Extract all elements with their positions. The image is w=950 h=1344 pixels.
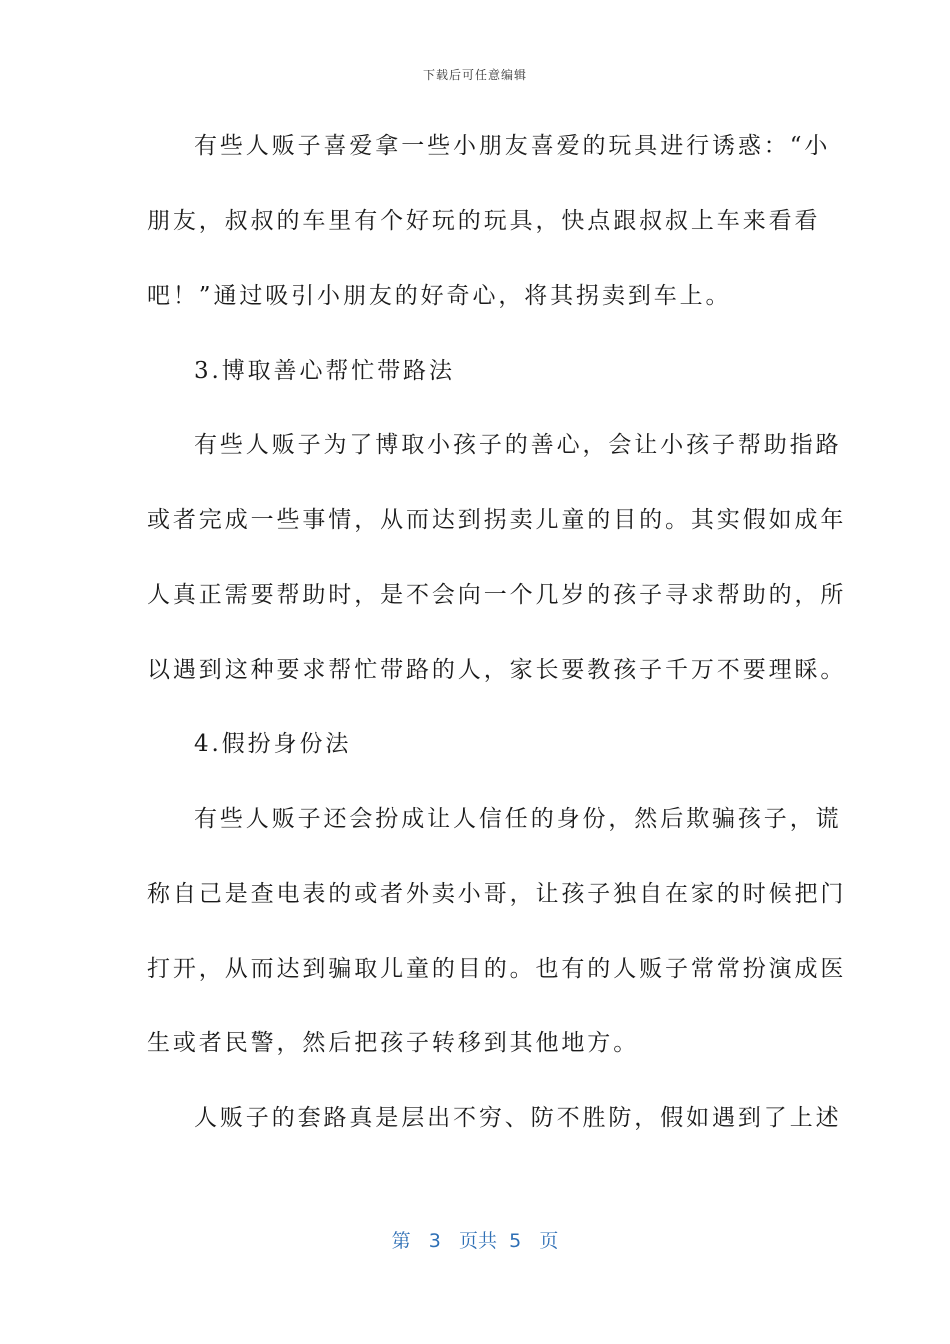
paragraph-line: 有些人贩子为了博取小孩子的善心，会让小孩子帮助指路 <box>194 432 842 458</box>
page-footer <box>0 1226 950 1253</box>
footer-suffix: 页 <box>539 1230 559 1252</box>
paragraph-line: 朋友，叔叔的车里有个好玩的玩具，快点跟叔叔上车来看看 <box>147 208 821 234</box>
paragraph-line: 打开，从而达到骗取儿童的目的。也有的人贩子常常扮演成医 <box>147 956 847 982</box>
page-header: 下载后可任意编辑 <box>422 68 527 82</box>
footer-total-pages: 5 <box>509 1230 522 1252</box>
footer-current-page: 3 <box>428 1230 441 1252</box>
section-heading: 3.博取善心帮忙带路法 <box>194 358 455 384</box>
paragraph-line: 人贩子的套路真是层出不穷、防不胜防，假如遇到了上述 <box>194 1105 842 1131</box>
footer-middle: 页共 <box>459 1230 498 1252</box>
paragraph-line: 有些人贩子还会扮成让人信任的身份，然后欺骗孩子，谎 <box>194 806 842 832</box>
paragraph-line: 有些人贩子喜爱拿一些小朋友喜爱的玩具进行诱惑：“小 <box>194 133 831 159</box>
paragraph-line: 以遇到这种要求帮忙带路的人，家长要教孩子千万不要理睬。 <box>147 657 847 683</box>
paragraph-line: 人真正需要帮助时，是不会向一个几岁的孩子寻求帮助的，所 <box>147 582 847 608</box>
paragraph-line: 称自己是查电表的或者外卖小哥，让孩子独自在家的时候把门 <box>147 881 847 907</box>
footer-prefix: 第 <box>391 1230 411 1252</box>
paragraph-line: 生或者民警，然后把孩子转移到其他地方。 <box>147 1030 640 1056</box>
paragraph-line: 吧！”通过吸引小朋友的好奇心，将其拐卖到车上。 <box>147 283 732 309</box>
paragraph-line: 或者完成一些事情，从而达到拐卖儿童的目的。其实假如成年 <box>147 507 847 533</box>
section-heading: 4.假扮身份法 <box>194 731 352 757</box>
